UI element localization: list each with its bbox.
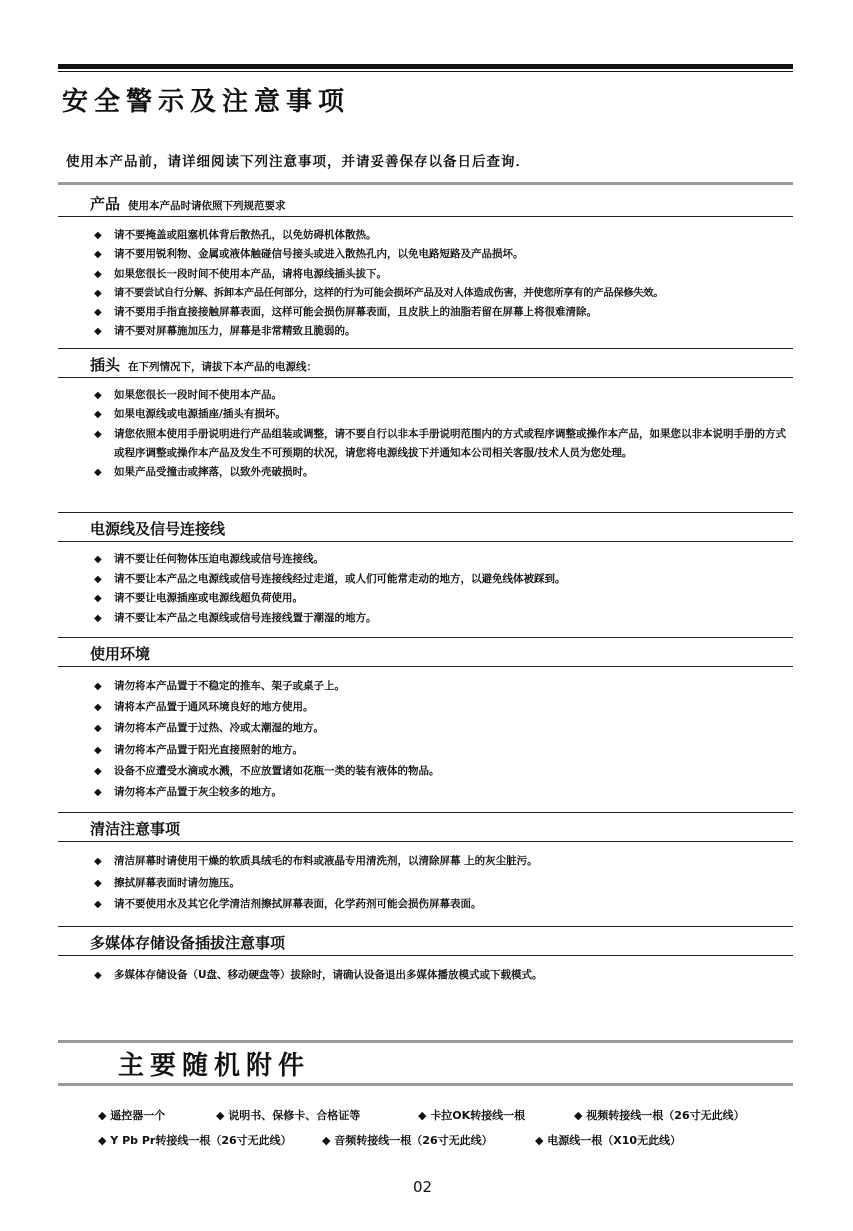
list-item: ◆ 请勿将本产品置于灰尘较多的地方。 — [94, 782, 794, 803]
list-item: ◆ 如果您很长一段时间不使用本产品。 — [94, 386, 794, 405]
diamond-bullet-icon: ◆ — [94, 856, 102, 867]
section-heading-media-storage: 多媒体存储设备插拔注意事项 — [90, 934, 286, 952]
accessories-title: 主要随机附件 — [118, 1051, 311, 1081]
list-item: ◆ 请不要让本产品之电源线或信号连接线置于潮湿的地方。 — [94, 609, 794, 629]
section-subheading: 使用本产品时请依照下列规范要求 — [128, 200, 286, 212]
section-rule — [58, 637, 793, 638]
section-heading-cables: 电源线及信号连接线 — [90, 520, 226, 538]
list-item: ◆ 设备不应遭受水滴或水溅，不应放置诸如花瓶一类的装有液体的物品。 — [94, 761, 794, 782]
list-item: ◆ 请不要让电源插座或电源线超负荷使用。 — [94, 589, 794, 609]
diamond-bullet-icon: ◆ — [574, 1109, 587, 1122]
list-item: ◆ 请不要尝试自行分解、拆卸本产品任何部分，这样的行为可能会损坏产品及对人体造成伤害，并使您所享有的产品保修失效。 — [94, 284, 794, 303]
diamond-bullet-icon: ◆ — [94, 702, 102, 714]
diamond-bullet-icon: ◆ — [94, 326, 102, 338]
section-rule — [58, 666, 793, 667]
accessory-item: ◆ 视频转接线一根（26寸无此线） — [574, 1109, 745, 1122]
diamond-bullet-icon: ◆ — [94, 723, 102, 735]
diamond-bullet-icon: ◆ — [94, 899, 102, 910]
diamond-bullet-icon: ◆ — [94, 249, 102, 261]
section-list-cleaning — [94, 851, 794, 916]
list-item: ◆ 请不要让任何物体压迫电源线或信号连接线。 — [94, 550, 794, 570]
accessory-item: ◆ 遥控器一个 — [98, 1109, 166, 1122]
page-number: 02 — [413, 1178, 433, 1196]
list-item: ◆ 请您依照本使用手册说明进行产品组装或调整，请不要自行以非本手册说明范围内的方式或程序调整或操作本产品，如果您以非本说明手册的方式或程序调整或操作本产品及发生不可预期的状况，请您将电源线拔下并通知本公司相关客服/技术人员为您处理。 — [94, 425, 790, 463]
diamond-bullet-icon: ◆ — [94, 390, 102, 401]
section-list-product — [94, 226, 794, 342]
list-item: ◆ 请不要用手指直接接触屏幕表面，这样可能会损伤屏幕表面，且皮肤上的油脂若留在屏幕上将很难清除。 — [94, 303, 794, 322]
diamond-bullet-icon: ◆ — [94, 970, 102, 981]
diamond-bullet-icon: ◆ — [94, 744, 102, 756]
section-rule — [58, 812, 793, 813]
list-item: ◆ 多媒体存储设备（U盘、移动硬盘等）拔除时，请确认设备退出多媒体播放模式或下载模式。 — [94, 966, 794, 985]
list-item: ◆ 请不要掩盖或阻塞机体背后散热孔，以免妨碍机体散热。 — [94, 226, 794, 245]
diamond-bullet-icon: ◆ — [94, 466, 102, 478]
diamond-bullet-icon: ◆ — [94, 268, 102, 280]
list-item: ◆ 请不要使用水及其它化学清洁剂擦拭屏幕表面，化学药剂可能会损伤屏幕表面。 — [94, 894, 794, 916]
diamond-bullet-icon: ◆ — [216, 1109, 229, 1122]
diamond-bullet-icon: ◆ — [94, 593, 102, 604]
accessory-item: ◆ 说明书、保修卡、合格证等 — [216, 1109, 361, 1122]
section-rule — [58, 926, 793, 927]
accessory-item: ◆ Y Pb Pr转接线一根（26寸无此线） — [98, 1134, 292, 1147]
intro-text: 使用本产品前，请详细阅读下列注意事项，并请妥善保存以备日后查询． — [66, 154, 530, 170]
diamond-bullet-icon: ◆ — [94, 787, 102, 799]
section-list-media-storage — [94, 966, 794, 985]
diamond-bullet-icon: ◆ — [322, 1134, 335, 1147]
diamond-bullet-icon: ◆ — [418, 1109, 431, 1122]
section-heading-plug: 插头 在下列情况下，请拔下本产品的电源线： — [90, 356, 318, 374]
accessories-top-rule — [58, 1040, 793, 1043]
diamond-bullet-icon: ◆ — [94, 307, 102, 319]
section-heading-cleaning: 清洁注意事项 — [90, 820, 181, 838]
section-rule — [58, 348, 793, 349]
section-list-cables — [94, 550, 794, 628]
page-title: 安全警示及注意事项 — [62, 87, 351, 117]
list-item: ◆ 请勿将本产品置于阳光直接照射的地方。 — [94, 740, 794, 761]
section-list-environment — [94, 676, 794, 803]
section-heading-environment: 使用环境 — [90, 645, 151, 663]
list-item: ◆ 请不要让本产品之电源线或信号连接线经过走道，或人们可能常走动的地方，以避免线体被踩到。 — [94, 570, 794, 590]
diamond-bullet-icon: ◆ — [94, 428, 102, 440]
diamond-bullet-icon: ◆ — [94, 287, 102, 299]
list-item: ◆ 请勿将本产品置于过热、冷或太潮湿的地方。 — [94, 718, 794, 739]
diamond-bullet-icon: ◆ — [94, 554, 102, 565]
accessory-item: ◆ 电源线一根（X10无此线） — [535, 1134, 682, 1147]
diamond-bullet-icon: ◆ — [98, 1134, 111, 1147]
intro-divider — [58, 182, 793, 185]
section-rule — [58, 841, 793, 842]
list-item: ◆ 清洁屏幕时请使用干燥的软质具绒毛的布料或液晶专用清洗剂，以清除屏幕 上的灰尘脏污。 — [94, 851, 794, 873]
top-rule-thick — [58, 64, 793, 69]
diamond-bullet-icon: ◆ — [535, 1134, 548, 1147]
diamond-bullet-icon: ◆ — [94, 573, 102, 585]
diamond-bullet-icon: ◆ — [94, 681, 102, 692]
accessory-item: ◆ 卡拉OK转接线一根 — [418, 1109, 526, 1122]
list-item: ◆ 擦拭屏幕表面时请勿施压。 — [94, 873, 794, 895]
accessories-bottom-rule — [58, 1083, 793, 1086]
list-item: ◆ 如果产品受撞击或摔落，以致外壳破损时。 — [94, 463, 794, 482]
diamond-bullet-icon: ◆ — [94, 877, 102, 889]
list-item: ◆ 如果您很长一段时间不使用本产品，请将电源线插头拔下。 — [94, 265, 794, 284]
section-rule — [58, 512, 793, 513]
section-heading-product: 产品 使用本产品时请依照下列规范要求 — [90, 195, 286, 213]
list-item: ◆ 请不要用锐利物、金属或液体触碰信号接头或进入散热孔内，以免电路短路及产品损坏。 — [94, 245, 794, 264]
diamond-bullet-icon: ◆ — [94, 765, 102, 777]
diamond-bullet-icon: ◆ — [98, 1109, 111, 1122]
section-rule — [58, 541, 793, 542]
top-rule-thin — [58, 71, 793, 72]
section-rule — [58, 216, 793, 217]
section-rule — [58, 377, 793, 378]
section-subheading: 在下列情况下，请拔下本产品的电源线： — [128, 361, 318, 373]
diamond-bullet-icon: ◆ — [94, 612, 102, 624]
accessory-item: ◆ 音频转接线一根（26寸无此线） — [322, 1134, 493, 1147]
list-item: ◆ 请不要对屏幕施加压力，屏幕是非常精致且脆弱的。 — [94, 322, 794, 341]
diamond-bullet-icon: ◆ — [94, 230, 102, 241]
list-item: ◆ 请将本产品置于通风环境良好的地方使用。 — [94, 697, 794, 718]
section-list-plug — [94, 386, 794, 482]
section-rule — [58, 955, 793, 956]
list-item: ◆ 请勿将本产品置于不稳定的推车、架子或桌子上。 — [94, 676, 794, 697]
list-item: ◆ 如果电源线或电源插座/插头有损坏。 — [94, 405, 794, 424]
diamond-bullet-icon: ◆ — [94, 409, 102, 421]
